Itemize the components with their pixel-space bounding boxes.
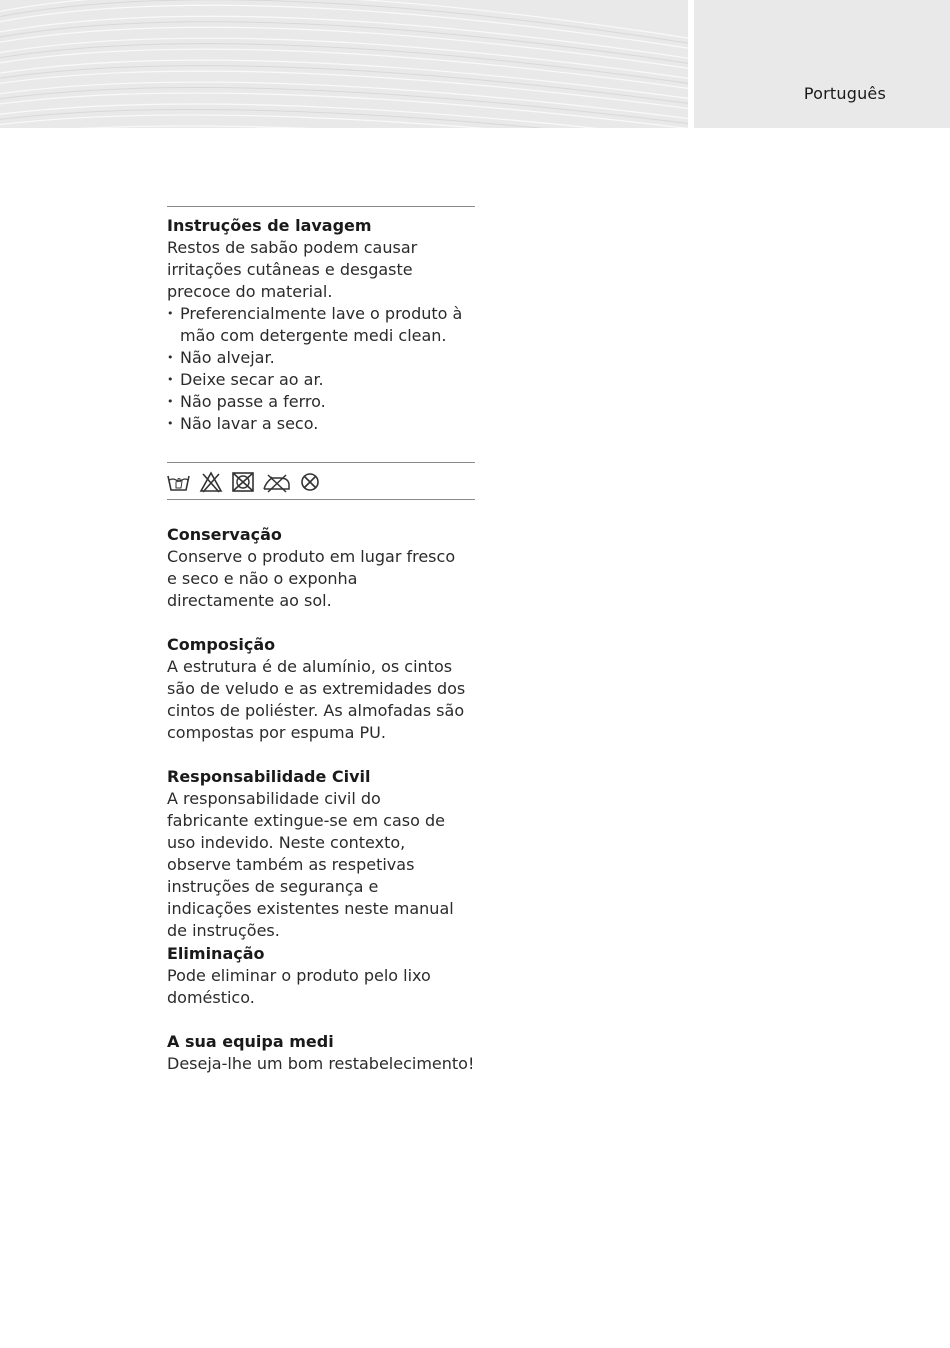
no-tumble-dry-icon bbox=[230, 470, 256, 494]
composition-section bbox=[167, 634, 477, 744]
closing-title: A sua equipa medi bbox=[167, 1032, 334, 1051]
wave-pattern bbox=[0, 0, 688, 128]
header-wave-band bbox=[0, 0, 688, 128]
washing-section bbox=[167, 215, 487, 435]
language-panel bbox=[694, 0, 950, 128]
list-item: • Preferencialmente lave o produto à mão com detergente medi clean. bbox=[167, 303, 467, 347]
disposal-section bbox=[167, 943, 437, 1009]
conservation-section bbox=[167, 524, 467, 612]
list-item: • Não passe a ferro. bbox=[167, 391, 467, 413]
no-iron-icon bbox=[262, 470, 292, 494]
liability-title: Responsabilidade Civil bbox=[167, 767, 371, 786]
no-bleach-icon bbox=[198, 470, 224, 494]
divider-symbols-bottom bbox=[167, 499, 475, 500]
washing-title: Instruções de lavagem bbox=[167, 216, 372, 235]
list-item: • Não lavar a seco. bbox=[167, 413, 467, 435]
washing-list bbox=[167, 303, 467, 435]
care-symbols bbox=[166, 470, 324, 494]
conservation-text: Conserve o produto em lugar fresco e seco e não o exponha directamente ao sol. bbox=[167, 547, 456, 610]
disposal-text: Pode eliminar o produto pelo lixo doméstico. bbox=[167, 966, 431, 1007]
divider-symbols-top bbox=[167, 462, 475, 463]
language-label: Português bbox=[803, 84, 886, 103]
no-dry-clean-icon bbox=[298, 470, 324, 494]
disposal-title: Eliminação bbox=[167, 944, 265, 963]
washing-intro: Restos de sabão podem causar irritações cutâneas e desgaste precoce do material. bbox=[167, 238, 418, 301]
hand-wash-icon bbox=[166, 470, 192, 494]
liability-text: A responsabilidade civil do fabricante extingue-se em caso de uso indevido. Neste contexto, observe também as respetivas instruções de segurança e indicações existentes neste manual de instruções. bbox=[167, 789, 454, 940]
divider-top bbox=[167, 206, 475, 207]
conservation-title: Conservação bbox=[167, 525, 282, 544]
closing-section bbox=[167, 1031, 487, 1075]
list-item: • Não alvejar. bbox=[167, 347, 467, 369]
liability-section bbox=[167, 766, 467, 942]
closing-text: Deseja-lhe um bom restabelecimento! bbox=[167, 1054, 475, 1073]
composition-text: A estrutura é de alumínio, os cintos são de veludo e as extremidades dos cintos de poliéster. As almofadas são compostas por espuma PU. bbox=[167, 657, 466, 742]
composition-title: Composição bbox=[167, 635, 276, 654]
list-item: • Deixe secar ao ar. bbox=[167, 369, 467, 391]
